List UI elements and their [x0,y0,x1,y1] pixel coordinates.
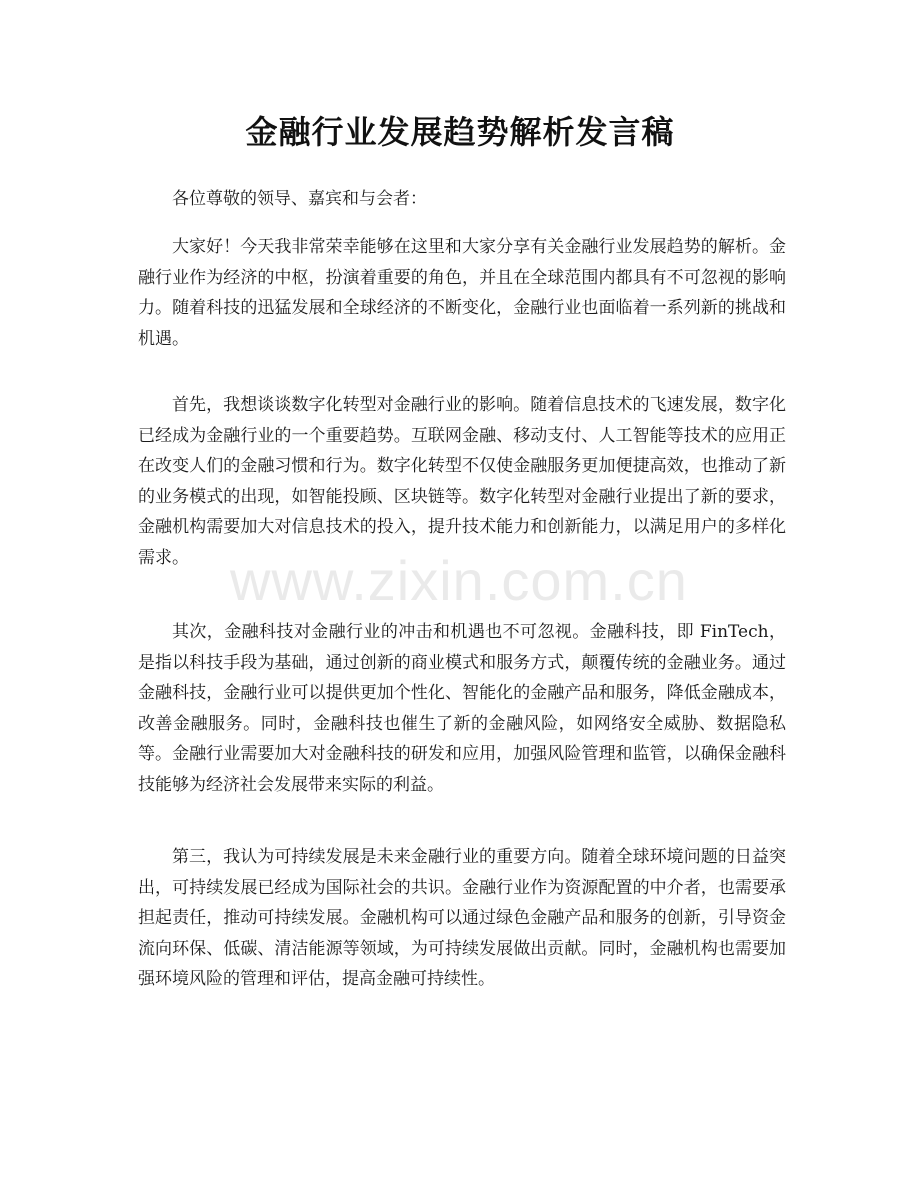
watermark-text: www.zixin.com.cn [230,549,688,612]
paragraph-intro: 大家好！今天我非常荣幸能够在这里和大家分享有关金融行业发展趋势的解析。金融行业作为经济的中枢，扮演着重要的角色，并且在全球范围内都具有不可忽视的影响力。随着科技的迅猛发展和全球经济的不断变化，金融行业也面临着一系列新的挑战和机遇。 [138,237,786,349]
paragraph-sustainability: 第三，我认为可持续发展是未来金融行业的重要方向。随着全球环境问题的日益突出，可持续发展已经成为国际社会的共识。金融行业作为资源配置的中介者，也需要承担起责任，推动可持续发展。金融机构可以通过绿色金融产品和服务的创新，引导资金流向环保、低碳、清洁能源等领域，为可持续发展做出贡献。同时，金融机构也需要加强环境风险的管理和评估，提高金融可持续性。 [138,847,786,989]
document-title: 金融行业发展趋势解析发言稿 [245,113,675,151]
paragraph-digital-transformation: 首先，我想谈谈数字化转型对金融行业的影响。随着信息技术的飞速发展，数字化已经成为金融行业的一个重要趋势。互联网金融、移动支付、人工智能等技术的应用正在改变人们的金融习惯和行为。数字化转型不仅使金融服务更加便捷高效，也推动了新的业务模式的出现，如智能投顾、区块链等。数字化转型对金融行业提出了新的要求，金融机构需要加大对信息技术的投入，提升技术能力和创新能力，以满足用户的多样化需求。 [138,395,786,568]
paragraph-fintech: 其次，金融科技对金融行业的冲击和机遇也不可忽视。金融科技，即 FinTech，是指以科技手段为基础，通过创新的商业模式和服务方式，颠覆传统的金融业务。通过金融科技，金融行业可以提供更加个性化、智能化的金融产品和服务，降低金融成本，改善金融服务。同时，金融科技也催生了新的金融风险，如网络安全威胁、数据隐私等。金融行业需要加大对金融科技的研发和应用，加强风险管理和监管，以确保金融科技能够为经济社会发展带来实际的利益。 [138,622,786,795]
greeting-paragraph: 各位尊敬的领导、嘉宾和与会者： [172,189,427,209]
